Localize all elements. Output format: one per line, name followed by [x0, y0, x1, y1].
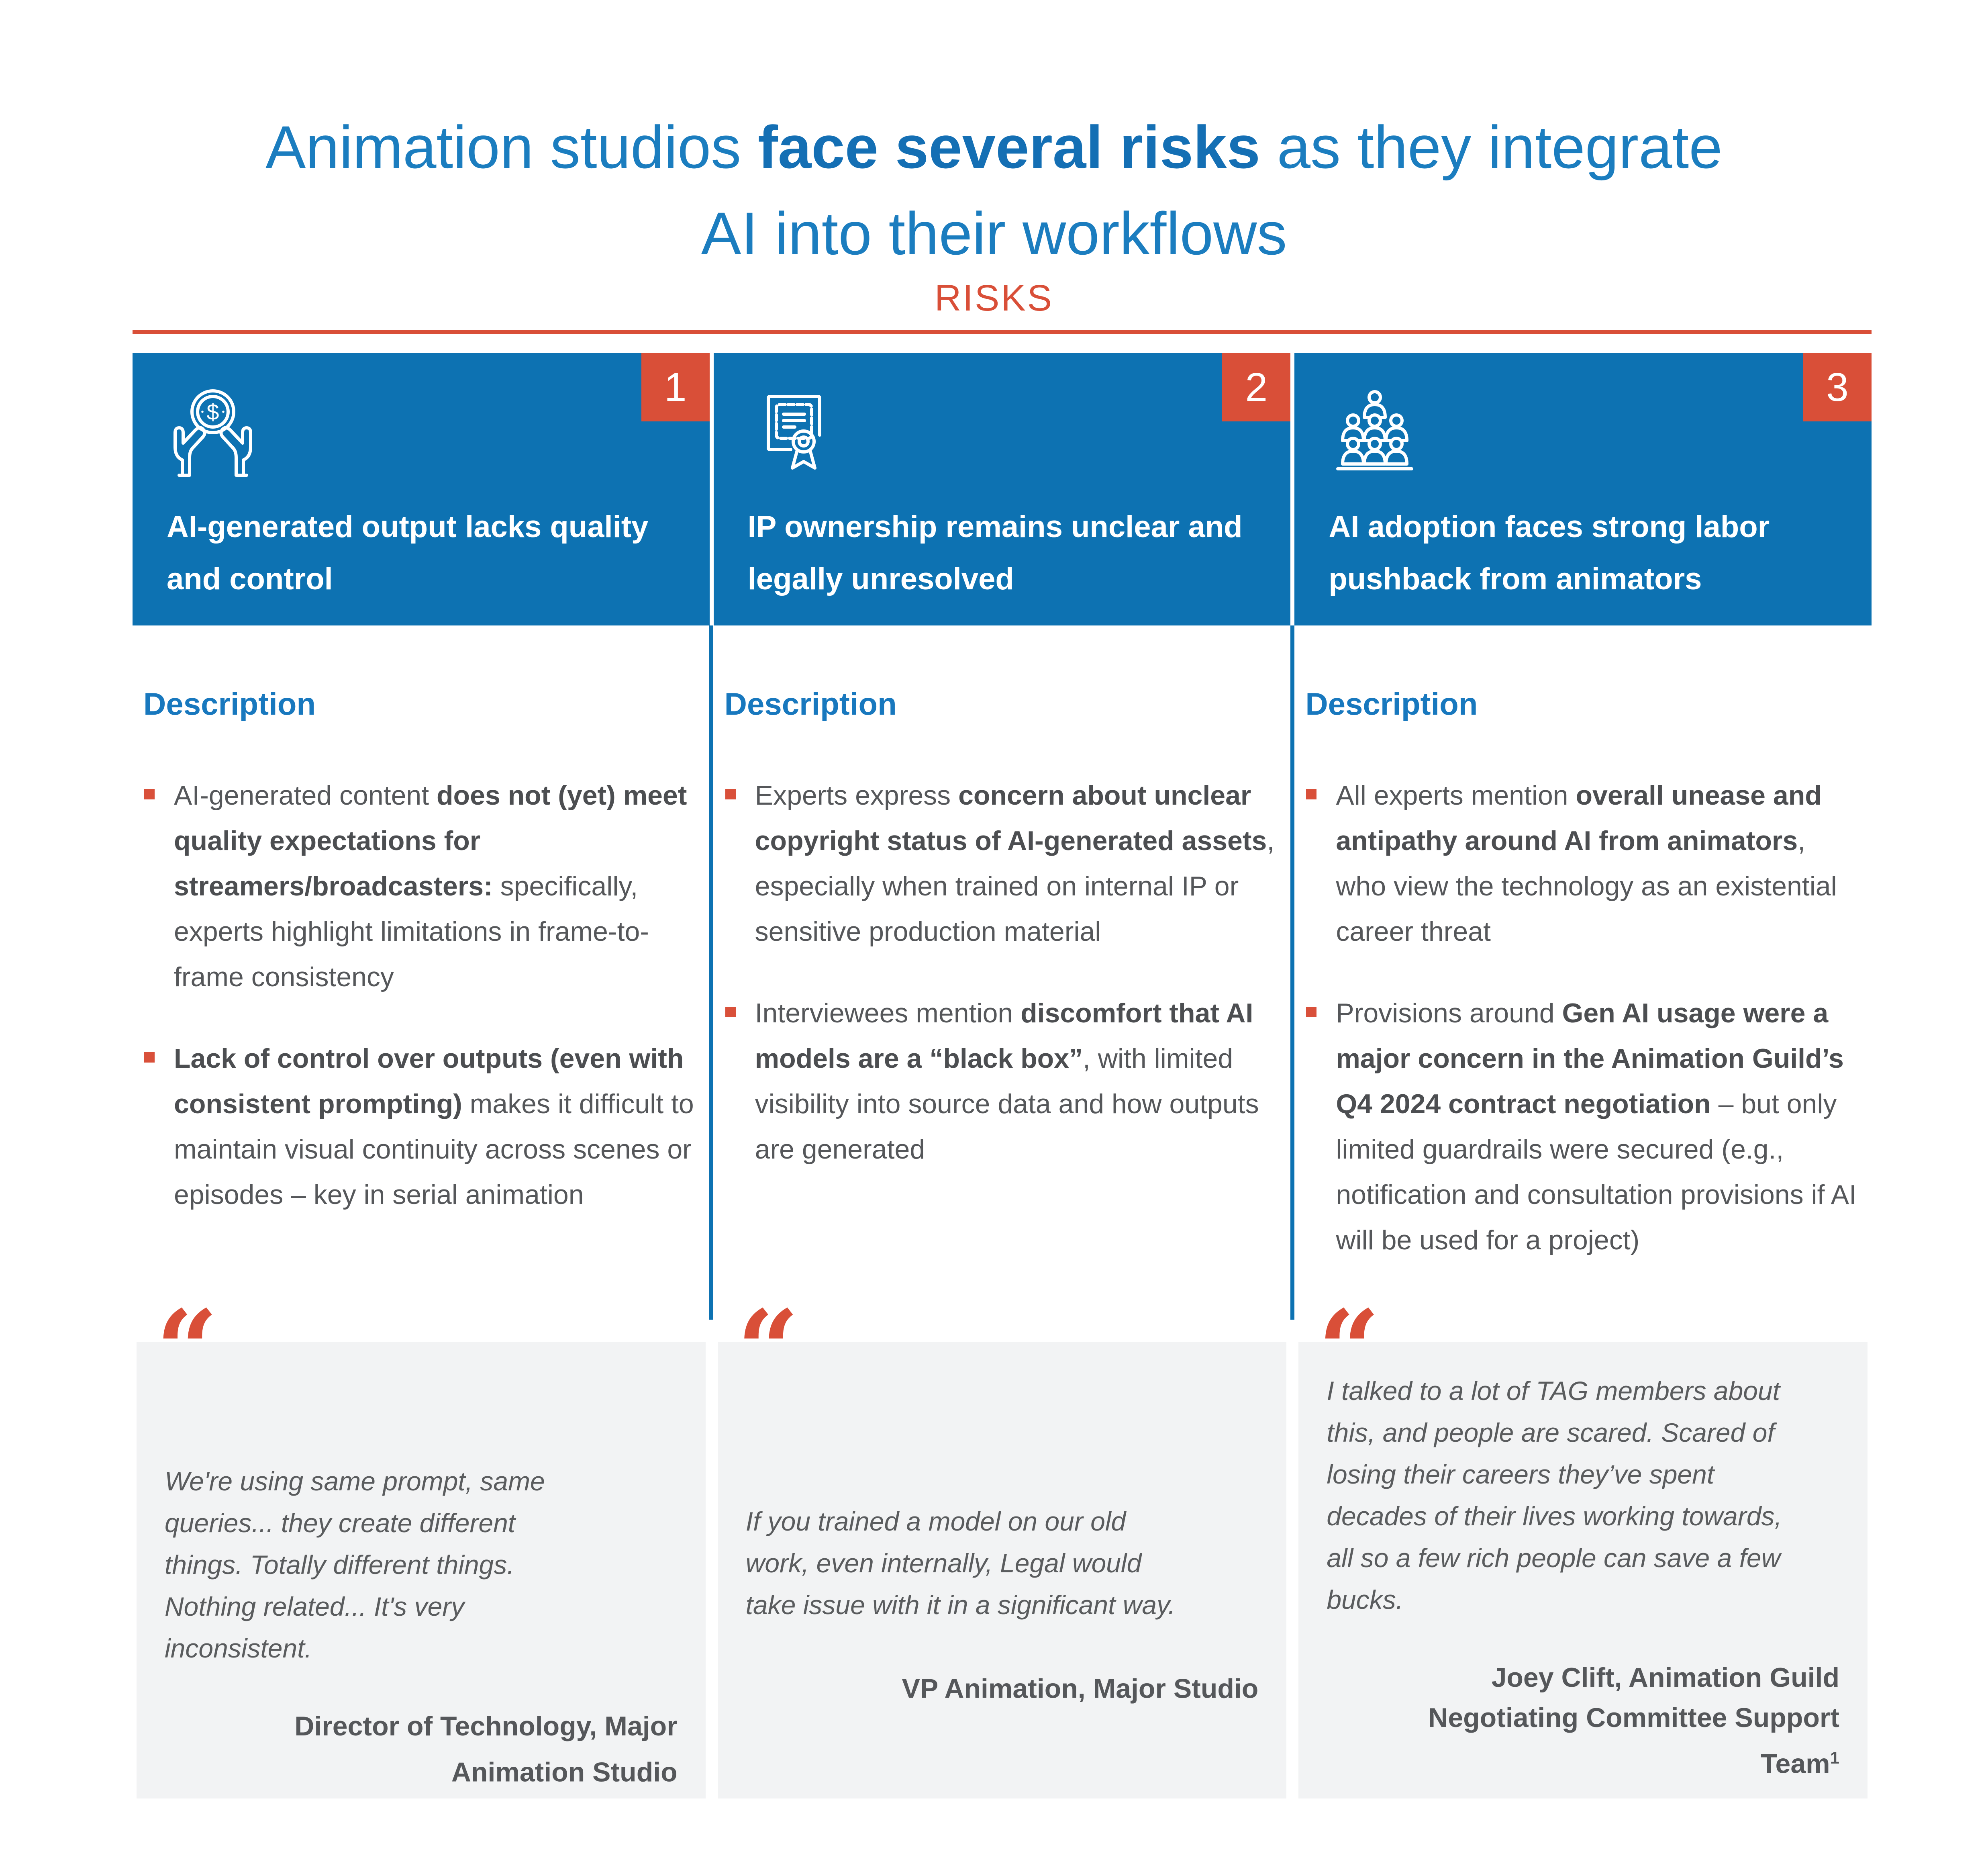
quote-card — [1298, 1286, 1868, 1798]
page-title — [0, 104, 1988, 277]
risk-columns — [133, 353, 1872, 1798]
attribution-text: VP Animation, Major Studio — [902, 1673, 1259, 1704]
svg-text:$: $ — [206, 399, 219, 425]
quote-attribution — [1414, 1657, 1839, 1784]
description-label: Description — [1305, 686, 1478, 721]
section-divider-line — [133, 330, 1872, 334]
risks-section-label: RISKS — [934, 278, 1054, 319]
title-run: as they integrate — [1260, 113, 1723, 181]
risk-number-badge: 1 — [641, 353, 710, 421]
description-label: Description — [724, 686, 897, 721]
risk-header-card — [133, 353, 710, 625]
description-bullets — [725, 773, 1279, 1172]
quote-mark-icon: “ — [1318, 1286, 1380, 1414]
risk-title: AI-generated output lacks quality and control — [167, 510, 649, 596]
title-run-bold: face several risks — [757, 113, 1260, 181]
certificate-icon — [746, 385, 842, 482]
footnote-marker: 1 — [1830, 1748, 1839, 1767]
description-bullets — [143, 773, 698, 1218]
bullet-item: All experts mention overall unease and antipathy around AI from animators, who view the technology as an existential career threat — [1305, 773, 1859, 954]
risk-column-quality — [133, 353, 710, 1798]
quote-mark-icon: “ — [156, 1286, 218, 1414]
description-section — [714, 625, 1291, 1342]
description-label: Description — [143, 686, 316, 721]
risk-number-badge: 3 — [1803, 353, 1872, 421]
bullet-item: Experts express concern about unclear copyright status of AI-generated assets, especially when trained on internal IP or sensitive production material — [725, 773, 1279, 954]
people-group-icon — [1327, 385, 1423, 482]
title-line2: AI into their workflows — [701, 199, 1287, 267]
risk-title: IP ownership remains unclear and legally unresolved — [747, 510, 1243, 596]
quote-mark-icon: “ — [737, 1286, 799, 1414]
quote-card — [718, 1286, 1287, 1798]
bullet-item: Provisions around Gen AI usage were a major concern in the Animation Guild’s Q4 2024 contract negotiation – but only limited guardrails were secured (e.g., notification and consultation provisions if AI will be used for a project) — [1305, 991, 1859, 1263]
quote-text: We're using same prompt, same queries... they create different things. Totally different things. Nothing related... It's very inconsistent. — [165, 1466, 545, 1663]
attribution-text: Joey Clift, Animation Guild Negotiating Committee Support Team — [1428, 1662, 1839, 1779]
quote-attribution — [252, 1706, 678, 1792]
risk-number-badge: 2 — [1222, 353, 1290, 421]
risk-column-ip — [714, 353, 1291, 1798]
attribution-text: Director of Technology, Major Animation Studio — [294, 1711, 678, 1788]
risk-header-card — [714, 353, 1291, 625]
bullet-item: AI-generated content does not (yet) meet quality expectations for streamers/broadcasters: specifically, experts highlight limitations in frame-to-frame consistency — [143, 773, 698, 1000]
risk-header-card — [1294, 353, 1872, 625]
risk-column-labor — [1294, 353, 1872, 1798]
quote-text: I talked to a lot of TAG members about this, and people are scared. Scared of losing their careers they’ve spent decades of their lives working towards, all so a few rich people can save a few bucks. — [1327, 1376, 1782, 1615]
quote-attribution — [833, 1663, 1258, 1709]
title-run: Animation studios — [265, 113, 758, 181]
risk-title: AI adoption faces strong labor pushback from animators — [1329, 510, 1770, 596]
quote-text: If you trained a model on our old work, even internally, Legal would take issue with it in a significant way. — [745, 1506, 1176, 1620]
bullet-item: Interviewees mention discomfort that AI models are a “black box”, with limited visibility into source data and how outputs are generated — [725, 991, 1279, 1172]
description-section — [1294, 625, 1872, 1342]
bullet-item: Lack of control over outputs (even with consistent prompting) makes it difficult to maintain visual continuity across scenes or episodes – key in serial animation — [143, 1036, 698, 1218]
quote-card — [137, 1286, 706, 1798]
description-bullets — [1305, 773, 1859, 1263]
description-section — [133, 625, 710, 1342]
hands-holding-coin-icon — [165, 385, 261, 482]
